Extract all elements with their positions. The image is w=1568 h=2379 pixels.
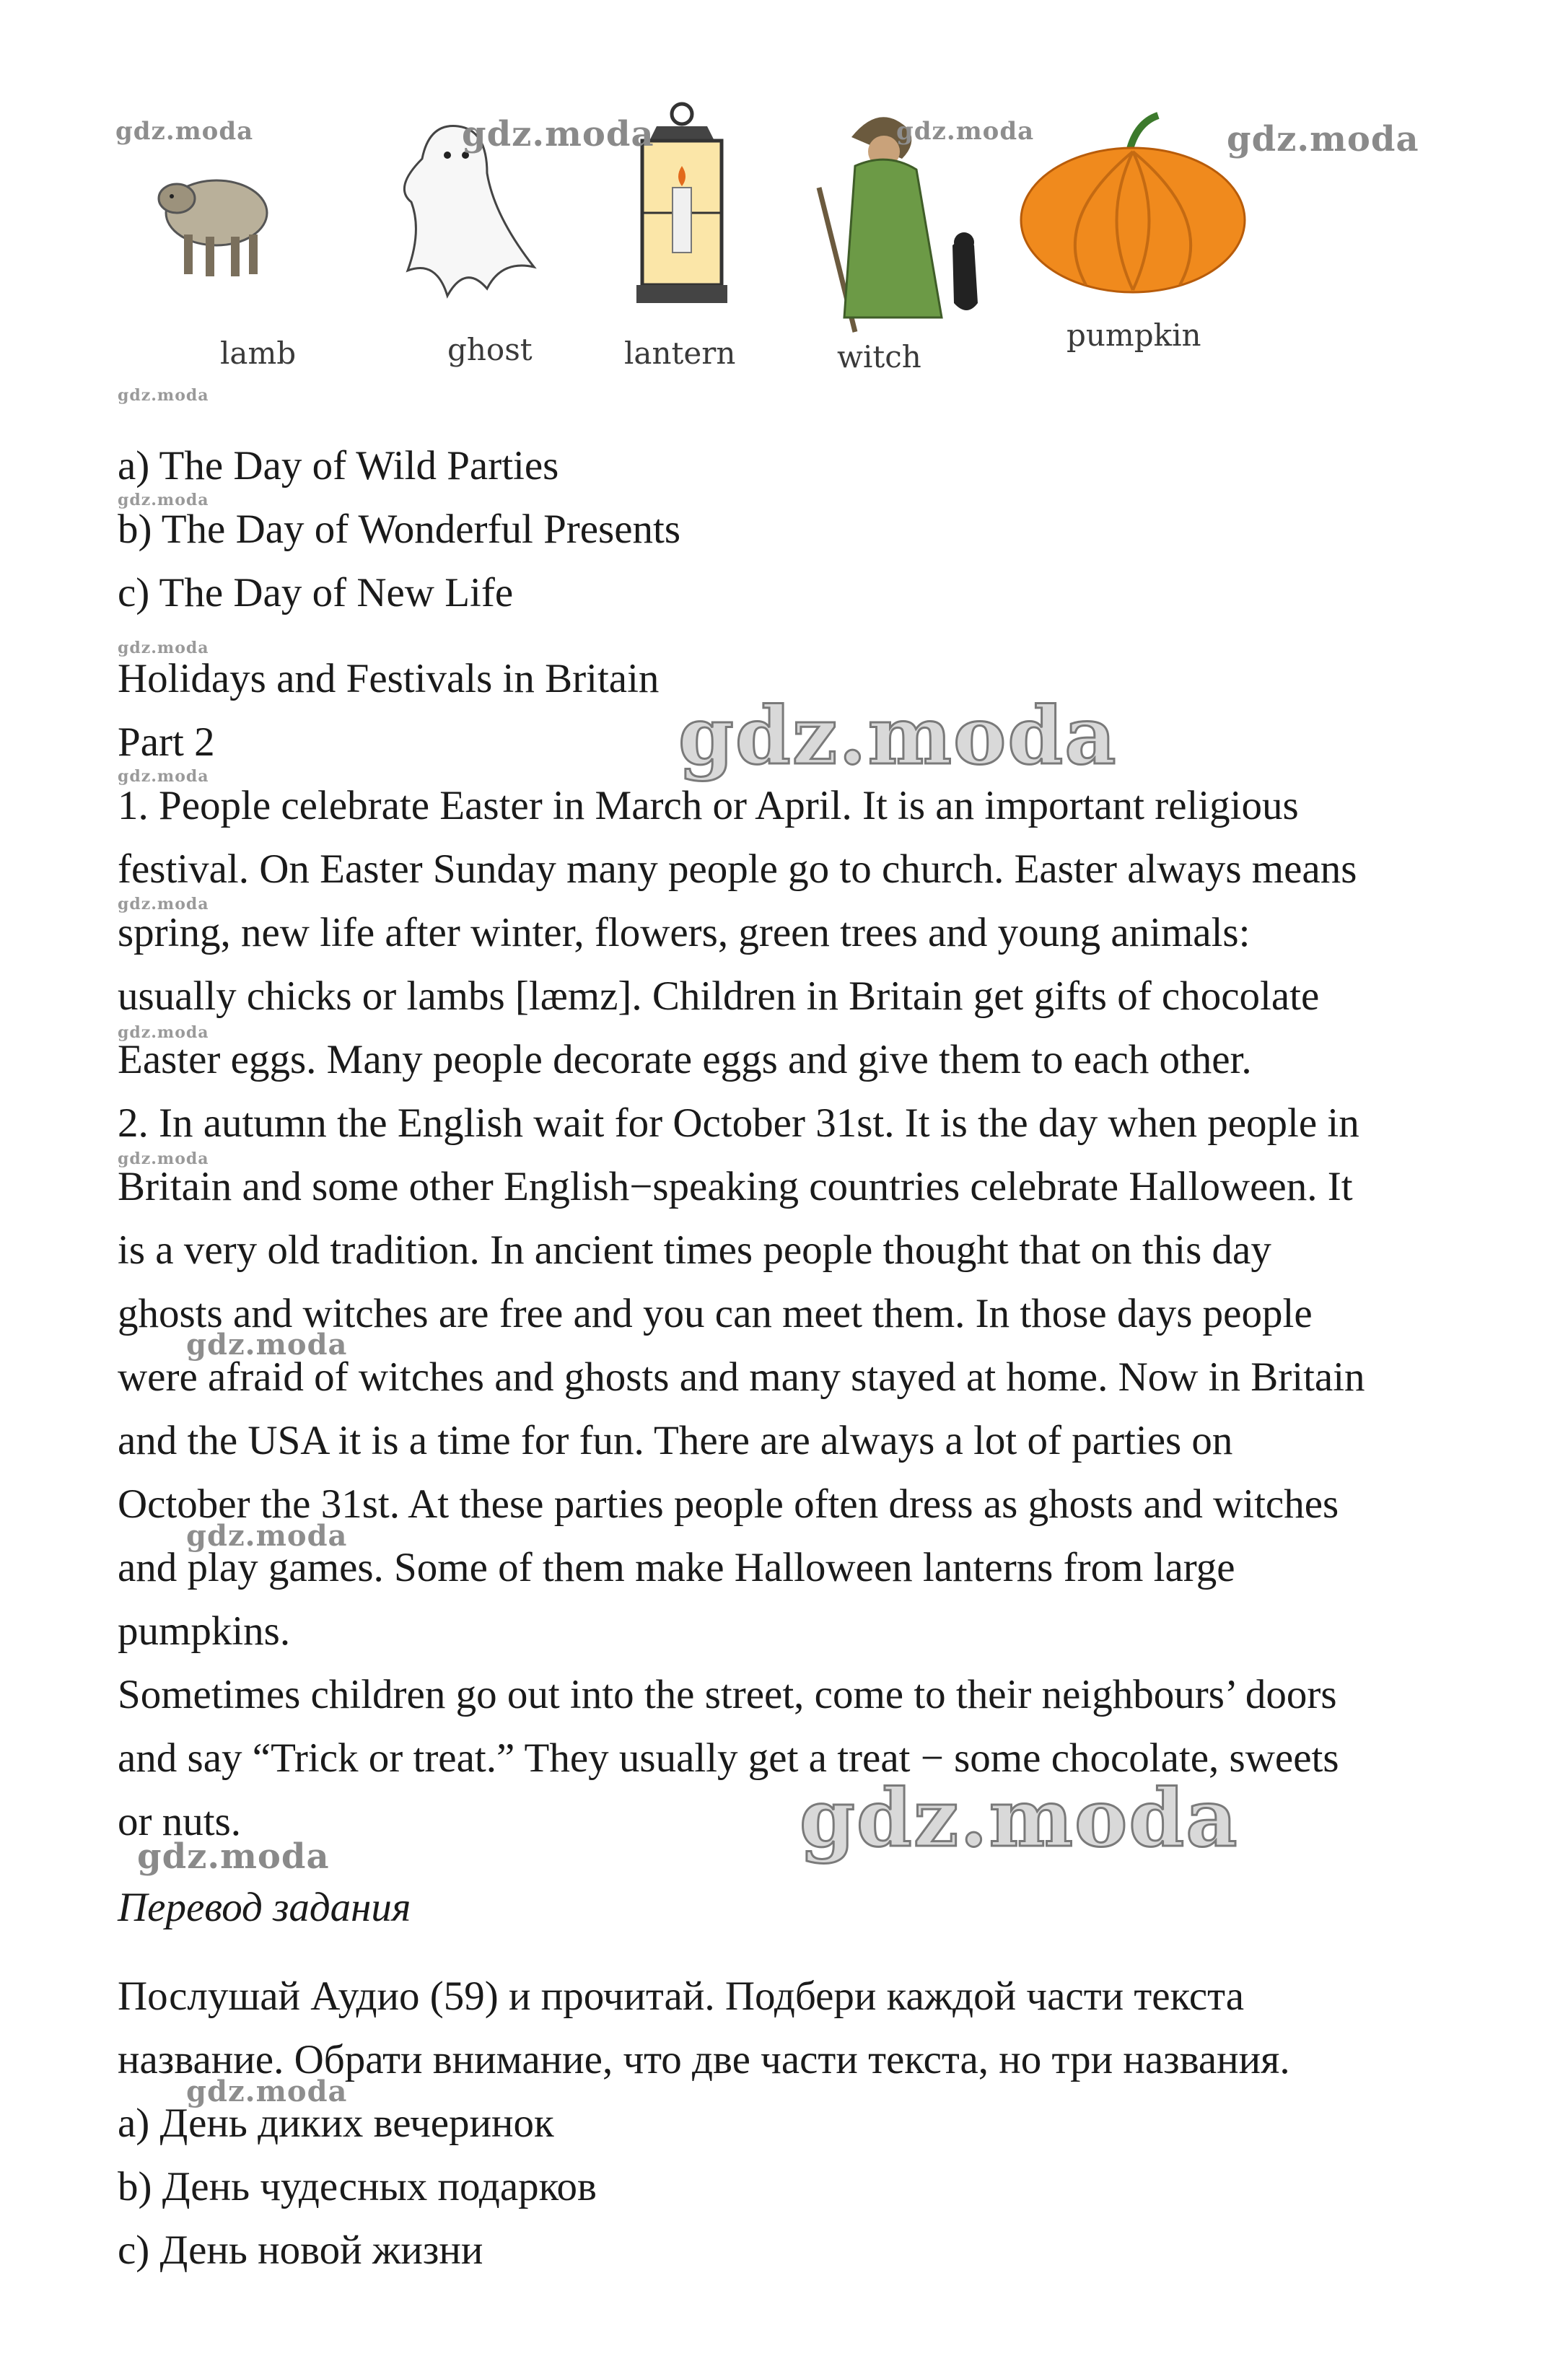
caption-lamb: lamb xyxy=(220,336,297,371)
part-label: Part 2 xyxy=(118,719,215,765)
watermark: gdz.moda xyxy=(137,1836,330,1877)
body-line: Sometimes children go out into the street, come to their neighbours’ doors xyxy=(118,1672,1337,1717)
body-line: 1. People celebrate Easter in March or April. It is an important religious xyxy=(118,783,1299,828)
watermark: gdz.moda xyxy=(186,2074,348,2108)
watermark: gdz.moda xyxy=(800,1771,1239,1865)
title-option-c: c) The Day of New Life xyxy=(118,570,514,615)
body-line: and play games. Some of them make Halloween lanterns from large xyxy=(118,1545,1235,1590)
watermark: gdz.moda xyxy=(678,689,1118,782)
title-option-b: b) The Day of Wonderful Presents xyxy=(118,507,681,552)
body-line: and the USA it is a time for fun. There are always a lot of parties on xyxy=(118,1418,1233,1463)
body-line: Britain and some other English−speaking countries celebrate Halloween. It xyxy=(118,1164,1353,1209)
watermark: gdz.moda xyxy=(186,1328,348,1362)
watermark: gdz.moda xyxy=(118,639,209,657)
watermark: gdz.moda xyxy=(118,386,209,405)
pumpkin-icon xyxy=(1014,101,1252,303)
lamb-icon xyxy=(144,144,289,289)
watermark: gdz.moda xyxy=(118,491,209,509)
body-line: usually chicks or lambs [læmz]. Children in Britain get gifts of chocolate xyxy=(118,973,1320,1019)
translation-line: название. Обрати внимание, что две части текста, но три названия. xyxy=(118,2037,1290,2082)
watermark: gdz.moda xyxy=(462,114,654,154)
watermark: gdz.moda xyxy=(118,895,209,914)
watermark: gdz.moda xyxy=(115,117,254,146)
caption-witch: witch xyxy=(837,339,921,374)
body-line: October the 31st. At these parties people often dress as ghosts and witches xyxy=(118,1481,1339,1527)
watermark: gdz.moda xyxy=(1227,119,1419,159)
body-line: pumpkins. xyxy=(118,1608,291,1654)
translation-heading: Перевод задания xyxy=(118,1885,411,1930)
body-line: ghosts and witches are free and you can meet them. In those days people xyxy=(118,1291,1313,1336)
body-line: festival. On Easter Sunday many people go to church. Easter always means xyxy=(118,846,1357,892)
body-line: spring, new life after winter, flowers, green trees and young animals: xyxy=(118,910,1251,955)
section-heading: Holidays and Festivals in Britain xyxy=(118,656,660,701)
translation-option-b: b) День чудесных подарков xyxy=(118,2164,597,2209)
watermark: gdz.moda xyxy=(118,1023,209,1042)
body-line: and say “Trick or treat.” They usually get a treat − some chocolate, sweets xyxy=(118,1735,1339,1781)
watermark: gdz.moda xyxy=(186,1519,348,1553)
translation-line: Послушай Аудио (59) и прочитай. Подбери каждой части текста xyxy=(118,1973,1245,2019)
title-option-a: a) The Day of Wild Parties xyxy=(118,443,559,488)
translation-option-c: c) День новой жизни xyxy=(118,2227,483,2273)
caption-pumpkin: pumpkin xyxy=(1066,317,1201,353)
watermark: gdz.moda xyxy=(896,117,1035,146)
watermark: gdz.moda xyxy=(118,1149,209,1168)
caption-ghost: ghost xyxy=(447,332,533,367)
body-line: were afraid of witches and ghosts and many stayed at home. Now in Britain xyxy=(118,1354,1365,1400)
body-line: 2. In autumn the English wait for October 31st. It is the day when people in xyxy=(118,1100,1359,1146)
watermark: gdz.moda xyxy=(118,767,209,786)
translation-option-a: a) День диких вечеринок xyxy=(118,2100,554,2146)
body-line: Easter eggs. Many people decorate eggs and give them to each other. xyxy=(118,1037,1252,1082)
caption-lantern: lantern xyxy=(624,336,736,371)
body-line: is a very old tradition. In ancient times people thought that on this day xyxy=(118,1227,1271,1273)
body-line: or nuts. xyxy=(118,1799,241,1844)
